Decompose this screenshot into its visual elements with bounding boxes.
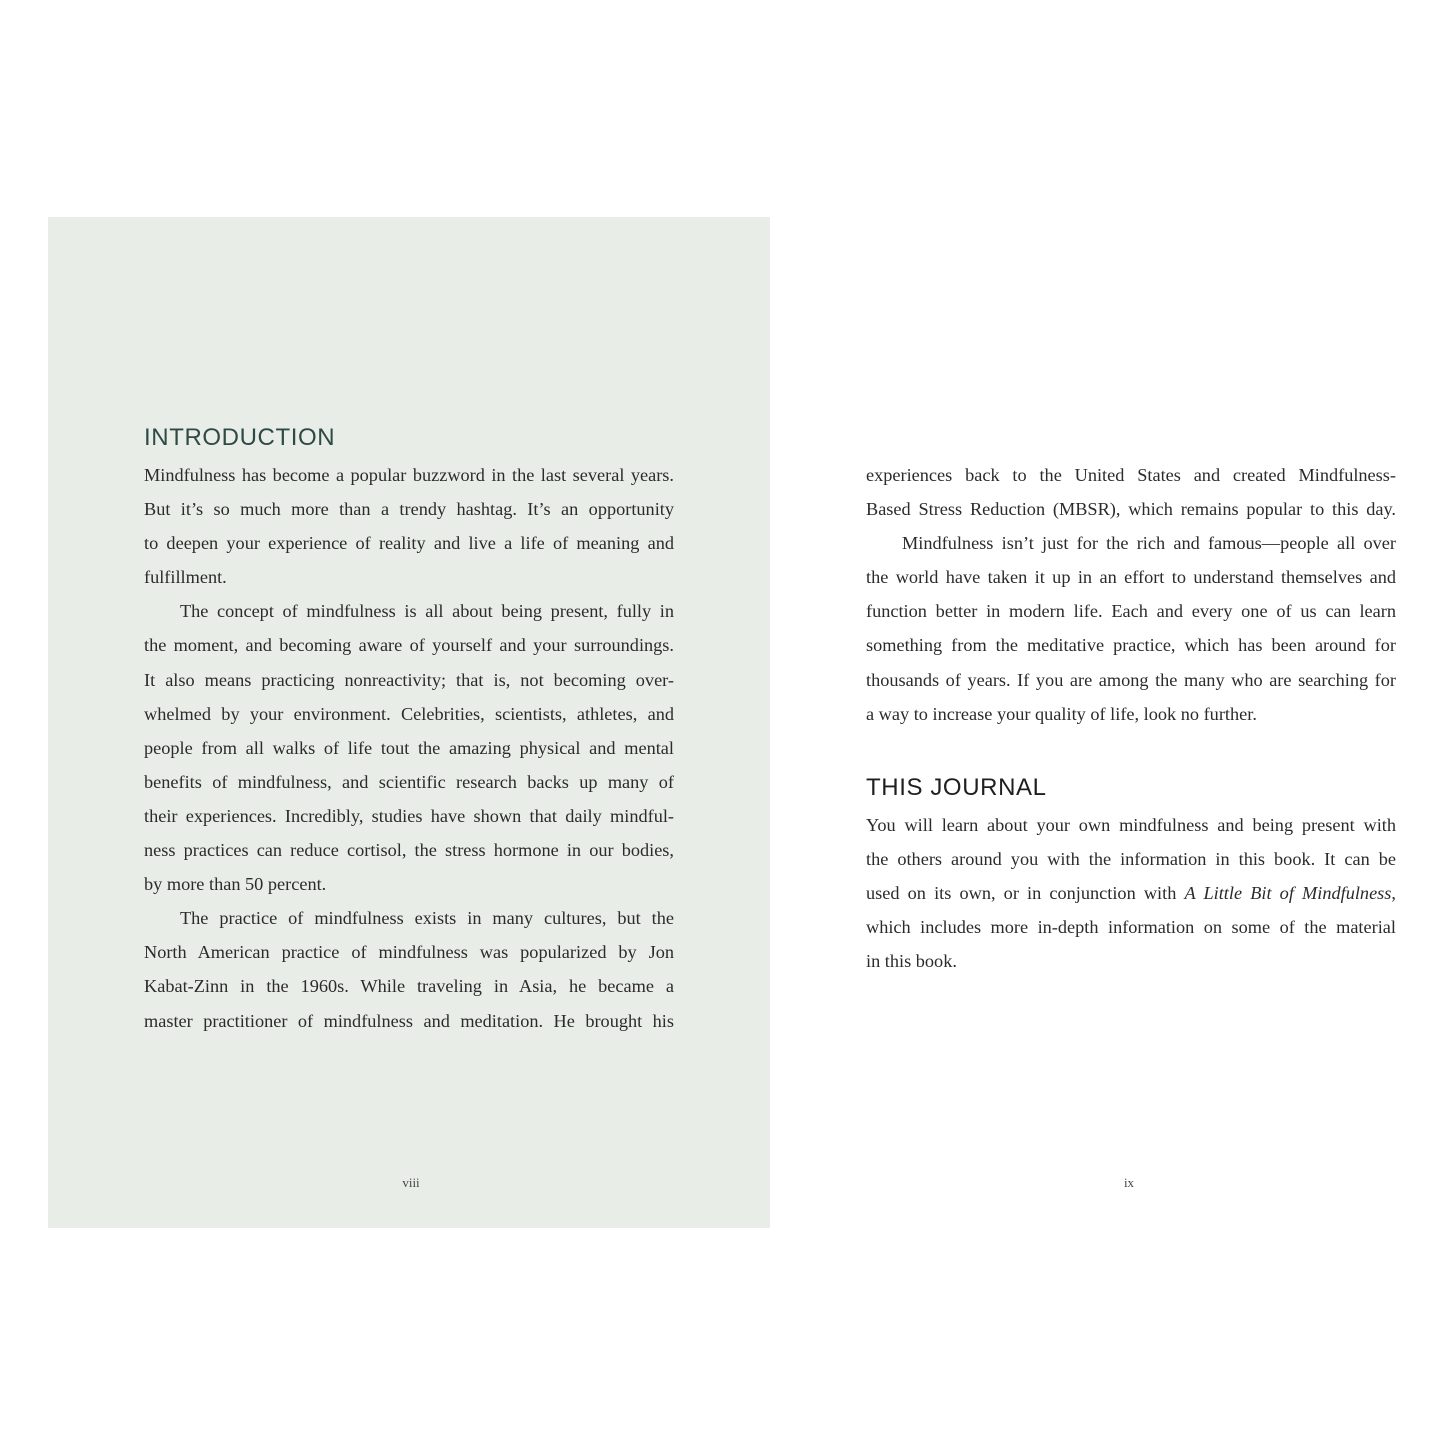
body-line: the world have taken it up in an effort to understand themselves and	[866, 567, 1396, 588]
page-number-right: ix	[1123, 1175, 1135, 1190]
body-line: something from the meditative practice, which has been around for	[866, 635, 1396, 656]
body-line: by more than 50 percent.	[144, 874, 327, 895]
body-line: North American practice of mindfulness was popularized by Jon	[144, 942, 674, 963]
body-line: which includes more in-depth information on some of the material	[866, 917, 1396, 938]
introduction-heading: INTRODUCTION	[144, 424, 336, 451]
body-line: the moment, and becoming aware of yourself and your surroundings.	[144, 635, 674, 656]
body-line: ness practices can reduce cortisol, the stress hormone in our bodies,	[144, 840, 674, 861]
body-line: Kabat-Zinn in the 1960s. While traveling in Asia, he became a	[144, 976, 674, 997]
body-text-fragment: ,	[1391, 883, 1396, 904]
body-line: whelmed by your environment. Celebrities, scientists, athletes, and	[144, 703, 674, 724]
left-page	[48, 217, 770, 1228]
body-line: experiences back to the United States and created Mindfulness-	[866, 465, 1396, 485]
body-line: The concept of mindfulness is all about being present, fully in	[180, 601, 674, 622]
this-journal-body	[866, 808, 1396, 978]
body-line-with-book-title	[866, 876, 1396, 910]
body-line: But it’s so much more than a trendy hashtag. It’s an opportunity	[144, 499, 674, 520]
body-line: in this book.	[866, 951, 957, 972]
body-line: the others around you with the information in this book. It can be	[866, 849, 1396, 870]
body-line: Mindfulness has become a popular buzzword in the last several years.	[144, 465, 674, 485]
body-line: their experiences. Incredibly, studies have shown that daily mindful-	[144, 805, 674, 826]
book-title: A Little Bit of Mindfulness	[1184, 883, 1392, 904]
body-line: to deepen your experience of reality and live a life of meaning and	[144, 533, 674, 554]
body-line: people from all walks of life tout the amazing physical and mental	[144, 737, 674, 758]
body-line: fulfillment.	[144, 567, 227, 588]
body-line: Mindfulness isn’t just for the rich and famous—people all over	[902, 533, 1396, 554]
body-line: The practice of mindfulness exists in many cultures, but the	[180, 908, 674, 929]
body-line: function better in modern life. Each and every one of us can learn	[866, 601, 1396, 622]
body-line: Based Stress Reduction (MBSR), which remains popular to this day.	[866, 499, 1396, 520]
introduction-body	[144, 458, 674, 1038]
page-number-left: viii	[402, 1175, 420, 1190]
body-line: It also means practicing nonreactivity; that is, not becoming over-	[144, 669, 674, 690]
body-line: a way to increase your quality of life, look no further.	[866, 703, 1257, 724]
introduction-continued-body	[866, 458, 1396, 731]
this-journal-heading: THIS JOURNAL	[866, 774, 1047, 801]
body-line: thousands of years. If you are among the many who are searching for	[866, 669, 1396, 690]
body-text-fragment: used on its own, or in conjunction with	[866, 883, 1185, 904]
body-line: master practitioner of mindfulness and meditation. He brought his	[144, 1010, 674, 1031]
right-page	[770, 217, 1445, 1228]
body-line: benefits of mindfulness, and scientific research backs up many of	[144, 771, 674, 792]
body-line: You will learn about your own mindfulness and being present with	[866, 815, 1396, 835]
